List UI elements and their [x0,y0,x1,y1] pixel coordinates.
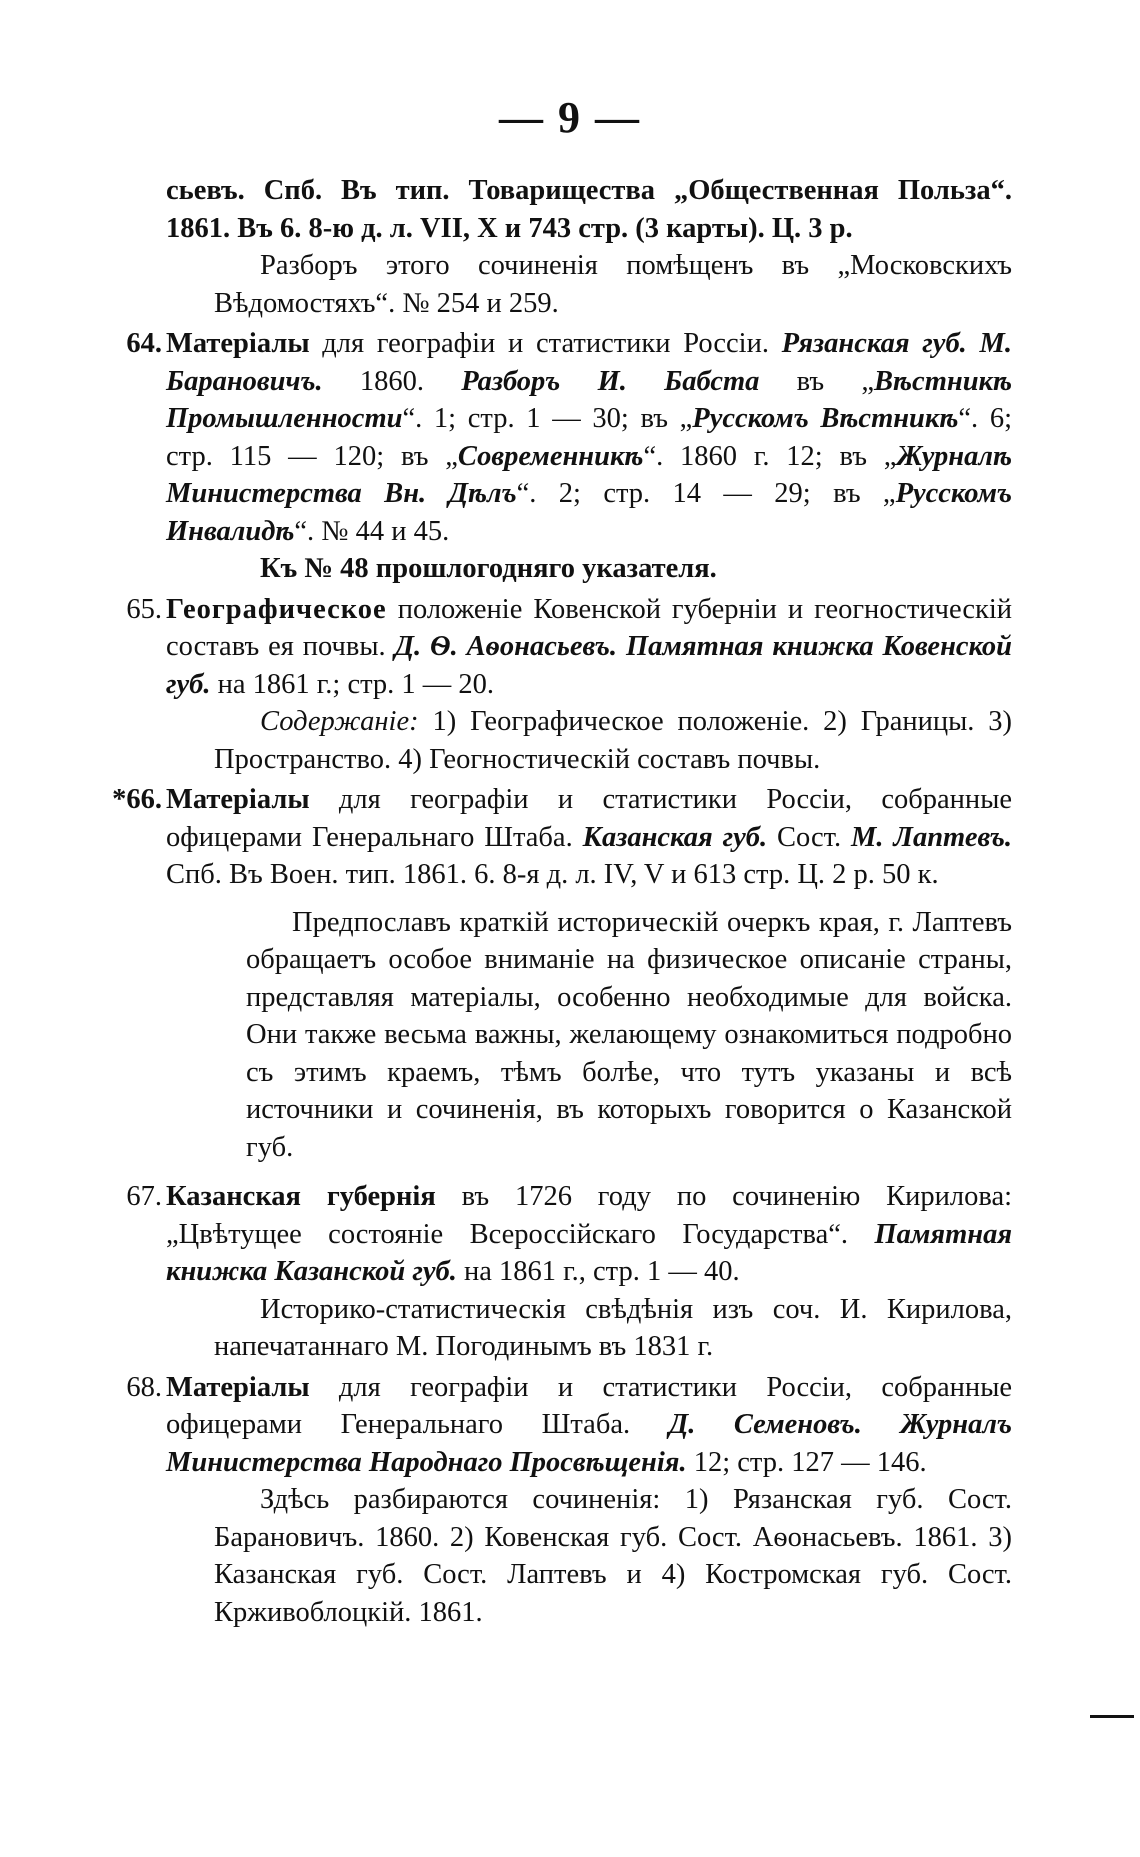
entry-note: Къ № 48 прошлогодняго указателя. [260,553,717,584]
entry-note [166,703,1012,778]
entry-source: М. Лаптевъ. [851,821,1012,853]
entry-text: въ 1726 году по сочиненію Кирилова: „Цвѣтущее состояніе Всероссійскаго Государства“. [166,1181,1013,1250]
entry-source: Журналѣ Министерства Вн. Дѣлъ [166,440,1012,509]
entry-body [166,1369,1012,1482]
entry-text: для географіи и статистики Россіи, собранные офицерами Генеральнаго Штаба. [166,1371,1012,1440]
entry-text: для географіи и статистики Россіи. [309,328,782,359]
entry-text: “. 2; стр. 14 — 29; въ „ [516,478,896,509]
entry-source: Казанская губ. [582,821,768,853]
entry-number: 65. [126,593,162,625]
entry-text: для географіи и статистики Россіи, собранные офицерами Генеральнаго Штаба. [166,784,1012,853]
entry-title: Матеріалы [166,784,310,815]
entry-title: Географическое [166,593,387,625]
entry-note: Предпославъ краткій историческій очеркъ края, г. Лаптевъ обращаетъ особое вниманіе на физическое описаніе страны, представляя матеріалы, особенно необходимые для войска. Они также весьма важны, желающему ознакомиться подробно съ этимъ краемъ, тѣмъ болѣе, что тутъ указаны и всѣ источники и сочиненія, въ которыхъ говорится о Казанской губ. [246,906,1012,1163]
entry-note: Здѣсь разбираются сочиненія: 1) Рязанская губ. Сост. Барановичъ. 1860. 2) Ковенская губ. Сост. Аѳонасьевъ. 1861. 3) Казанская губ. Сост. Лаптевъ и 4) Костромская губ. Сост. Крживоблоцкій. 1861. [214,1484,1012,1628]
entry-title: Матеріалы [166,328,310,359]
entry-68 [122,1369,1012,1632]
entry-source: Русскомъ Вѣстникѣ [692,403,959,434]
entry-source: Разборъ И. Бабста [461,365,760,397]
entry-text: въ „ [759,365,875,397]
entry-number: 64. [126,328,162,359]
entry-text: “. 1860 г. 12; въ „ [643,440,897,472]
entry-body [166,325,1012,550]
entry-body [166,781,1012,894]
entry-text: “. № 44 и 45. [294,515,450,547]
entry-body [166,591,1012,704]
entry-text: 12; стр. 127 — 146. [686,1446,927,1478]
entry-text: Спб. Въ Воен. тип. 1861. 6. 8-я д. л. IV, V и 613 стр. Ц. 2 р. 50 к. [166,859,939,890]
entry-65 [122,591,1012,779]
entry-note-text: 1) Географическое положеніе. 2) Границы. 3) Пространство. 4) Геогностическій составъ почвы. [214,706,1012,775]
entry-title: Казанская губернія [166,1181,436,1212]
entry-text: на 1861 г., стр. 1 — 40. [456,1256,740,1287]
entry-number: 67. [126,1181,162,1212]
entry-source: Вѣстникѣ Промышленности [166,365,1012,434]
entry-text: положеніе Ковенской губерніи и геогностическій составъ ея почвы. [166,593,1012,662]
entry-text: “. 1; стр. 1 — 30; въ „ [402,403,693,434]
entry-source: Д. Ѳ. Аѳонасьевъ. Памятная книжка Ковенской губ. [166,631,1012,700]
entry-number: *66. [112,784,162,815]
page-body [112,172,1013,1631]
entry-text: на 1861 г.; стр. 1 — 20. [210,668,495,700]
entry-note-label: Содержаніе: [260,706,419,737]
continued-entry-note: Разборъ этого сочиненія помѣщенъ въ „Московскихъ Вѣдомостяхъ“. № 254 и 259. [214,250,1012,319]
entry-text: 1860. [322,365,462,397]
entry-67 [122,1178,1012,1366]
entry-source: Памятная книжка Казанской губ. [166,1218,1012,1287]
page-number: — 9 — [499,93,641,142]
entry-title: Матеріалы [166,1371,310,1403]
entry-64 [122,325,1012,588]
continued-entry [122,172,1012,322]
continued-entry-text: сьевъ. Спб. Въ тип. Товарищества „Общественная Польза“. 1861. Въ 6. 8-ю д. л. VII, X и 743 стр. (3 карты). Ц. 3 р. [166,175,1012,244]
entry-note: Историко-статистическія свѣдѣнія изъ соч. И. Кирилова, напечатаннаго М. Погодинымъ въ 1831 г. [214,1293,1012,1362]
entry-text: Сост. [767,821,852,853]
entry-text: “. 6; стр. 115 — 120; въ „ [166,403,1012,472]
footer-rule [1090,1715,1134,1718]
entry-source: Рязанская губ. М. Барановичъ. [166,328,1012,397]
entry-source: Современникѣ [457,440,644,472]
entry-source: Русскомъ Инвалидѣ [166,478,1012,547]
entry-body [166,1178,1012,1291]
entry-66 [112,781,1012,1166]
entry-source: Д. Семеновъ. Журналъ Министерства Народнаго Просвѣщенія. [166,1409,1012,1478]
entry-number: 68. [126,1371,162,1403]
